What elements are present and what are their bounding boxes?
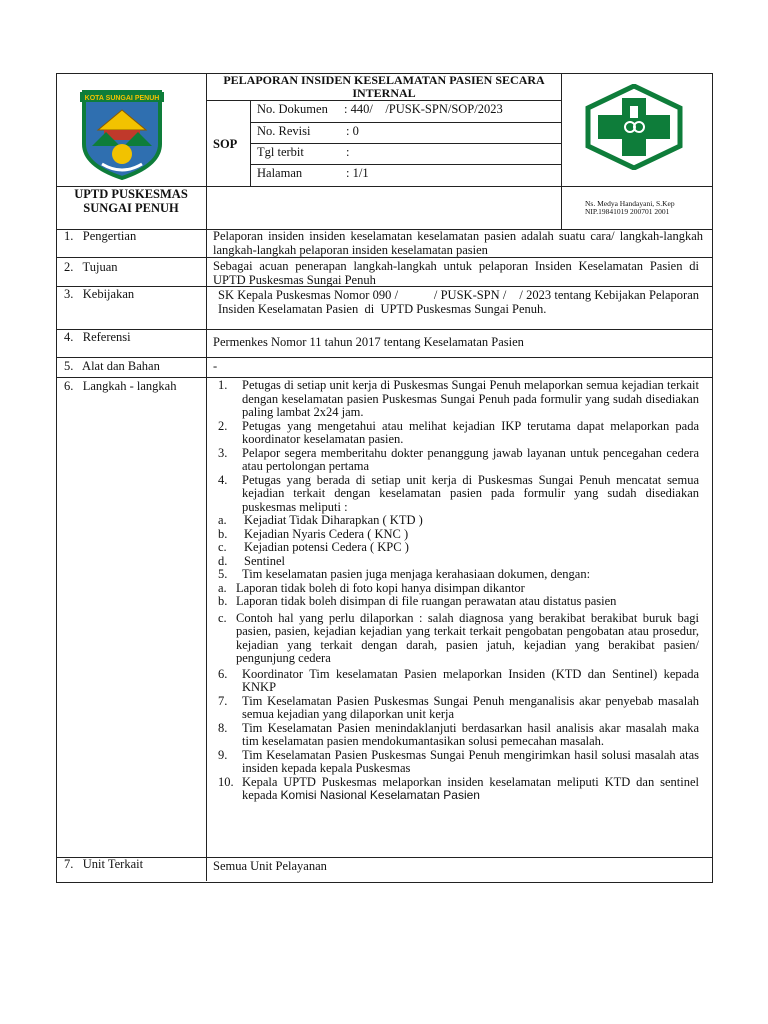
step-text: Petugas yang berada di setiap unit kerja di Puskesmas Sungai Penuh mencatat semua kejadian terkait dengan keselamatan pasien pada formulir yang sudah disediakan puskesmas meliputi : bbox=[242, 472, 699, 514]
step-5 bbox=[218, 568, 699, 582]
step-text: Kepala UPTD Puskesmas melaporkan insiden keselamatan meliputi KTD dan sentinel kepada bbox=[242, 774, 699, 802]
header-divider-1 bbox=[206, 73, 207, 881]
row-line-1 bbox=[56, 257, 713, 258]
sop-label: SOP bbox=[213, 137, 238, 151]
step-number: 5. bbox=[218, 567, 228, 581]
doc-number-label: No. Dokumen bbox=[257, 102, 328, 116]
unit-terkait-text: Semua Unit Pelayanan bbox=[213, 859, 327, 873]
revision-label: No. Revisi bbox=[257, 124, 311, 138]
sub-text: Kejadian potensi Cedera ( KPC ) bbox=[244, 540, 409, 554]
sub-letter: b. bbox=[218, 526, 228, 541]
sub-text: Kejadiat Tidak Diharapkan ( KTD ) bbox=[244, 513, 423, 527]
step-text-sans: Komisi Nasional Keselamatan Pasien bbox=[280, 788, 480, 802]
step-number: 1. bbox=[218, 378, 228, 392]
step-5-sub-c bbox=[218, 612, 699, 666]
label-alat-bahan: 5. Alat dan Bahan bbox=[64, 359, 160, 373]
label-referensi: 4. Referensi bbox=[64, 330, 131, 344]
label-pengertian: 1. Pengertian bbox=[64, 229, 137, 243]
step-6 bbox=[218, 668, 699, 695]
tujuan-text: Sebagai acuan penerapan langkah-langkah untuk pelaporan Insiden Keselamatan Pasien di UPTD Puskesmas Sungai Penuh bbox=[213, 259, 699, 287]
sub-letter: a. bbox=[218, 513, 227, 527]
sub-text: Kejadian Nyaris Cedera ( KNC ) bbox=[244, 526, 409, 541]
label-unit-terkait: 7. Unit Terkait bbox=[64, 857, 144, 871]
border-right bbox=[712, 73, 713, 883]
sub-letter: b. bbox=[218, 594, 228, 608]
sub-text: Laporan tidak boleh di foto kopi hanya disimpan dikantor bbox=[236, 580, 525, 595]
step-text: Tim Keselamatan Pasien Puskesmas Sungai Penuh menganalisis akar penyebab masalah semua kejadian yang dilaporkan unit kerja bbox=[242, 693, 699, 721]
sub-letter: c. bbox=[218, 610, 227, 625]
referensi-text: Permenkes Nomor 11 tahun 2017 tentang Keselamatan Pasien bbox=[213, 335, 524, 349]
doc-field-line-1 bbox=[250, 122, 561, 123]
step-text-10 bbox=[242, 776, 699, 803]
step-number: 8. bbox=[218, 720, 228, 735]
step-4-sub-a bbox=[218, 514, 699, 528]
step-1 bbox=[218, 379, 699, 420]
step-4-sub-b bbox=[218, 528, 699, 542]
document-title: PELAPORAN INSIDEN KESELAMATAN PASIEN SECARA INTERNAL bbox=[223, 73, 545, 100]
step-text: Koordinator Tim keselamatan Pasien melaporkan Insiden (KTD dan Sentinel) kepada KNKP bbox=[242, 666, 699, 694]
row-line-3 bbox=[56, 329, 713, 330]
pengertian-text: Pelaporan insiden insiden keselamatan keselamatan pasien adalah suatu cara/ langkah-langkah langkah-langkah pelaporan insiden keselamatan pasien bbox=[213, 229, 703, 257]
step-number: 3. bbox=[218, 445, 228, 460]
step-text: Pelapor segera memberitahu dokter penanggung jawab layanan untuk pencegahan cedera atau pertolongan pertama bbox=[242, 445, 699, 473]
sub-text: Sentinel bbox=[244, 553, 285, 568]
signatory-nip: NIP.19841019 200701 2001 bbox=[585, 207, 670, 216]
page-label: Halaman bbox=[257, 166, 303, 180]
issue-date-value: : bbox=[346, 145, 350, 159]
border-left bbox=[56, 73, 57, 883]
step-7 bbox=[218, 695, 699, 722]
kebijakan-text: SK Kepala Puskesmas Nomor 090 / / PUSK-SPN / / 2023 tentang Kebijakan Pelaporan Insiden Keselamatan Pasien di UPTD Puskesmas Sungai Penuh. bbox=[218, 288, 703, 316]
step-number: 4. bbox=[218, 472, 228, 487]
sub-letter: a. bbox=[218, 580, 227, 595]
step-number: 7. bbox=[218, 693, 228, 708]
issue-date-label: Tgl terbit bbox=[257, 145, 304, 159]
sub-text: Laporan tidak boleh disimpan di file ruangan perawatan atau distatus pasien bbox=[236, 594, 617, 608]
label-tujuan: 2. Tujuan bbox=[64, 260, 118, 274]
signatory-name: Ns. Medya Handayani, S.Kep bbox=[585, 199, 675, 208]
step-number: 10. bbox=[218, 774, 234, 789]
label-kebijakan: 3. Kebijakan bbox=[64, 287, 135, 301]
label-langkah: 6. Langkah - langkah bbox=[64, 379, 177, 393]
step-text: Tim keselamatan pasien juga menjaga kerahasiaan dokumen, dengan: bbox=[242, 567, 591, 581]
step-text: Tim Keselamatan Pasien Puskesmas Sungai Penuh mengirimkan hasil solusi masalah atas insiden kepada kepala Puskesmas bbox=[242, 747, 699, 775]
doc-field-line-3 bbox=[250, 164, 561, 165]
sub-text: Contoh hal yang perlu dilaporkan : salah diagnosa yang berakibat berakibat buruk bagi pasien, pasien, kejadian kejadian yang terkait terkait pengobatan pengobatan atau prosedur, kejadian yang terkait dengan darah, pasien jatuh, kejadian yang berakibat pasien/ pengunjung cedera bbox=[236, 610, 699, 665]
steps-list bbox=[218, 379, 699, 803]
step-9 bbox=[218, 749, 699, 776]
step-number: 2. bbox=[218, 418, 228, 433]
step-text: Petugas yang mengetahui atau melihat kejadian IKP terutama dapat melaporkan pada koordinator keselamatan pasien. bbox=[242, 418, 699, 446]
doc-field-line-2 bbox=[250, 143, 561, 144]
border-bottom bbox=[56, 882, 713, 883]
step-4-sub-c bbox=[218, 541, 699, 555]
step-number: 9. bbox=[218, 747, 228, 762]
step-10 bbox=[218, 776, 699, 803]
step-text: Tim Keselamatan Pasien menindaklanjuti berdasarkan hasil analisis akar masalah maka tim keselamatan pasien mendokumantasikan solusi pemecahan masalah. bbox=[242, 720, 699, 748]
header-divider-2 bbox=[561, 73, 562, 229]
step-text: Petugas di setiap unit kerja di Puskesmas Sungai Penuh melaporkan semua kejadian terkait dengan keselamatan pasien Puskesmas Sungai Penuh pada formulir yang sudah disediakan paling lambat 2x24 jam. bbox=[242, 378, 699, 419]
step-2 bbox=[218, 420, 699, 447]
city-logo bbox=[76, 84, 168, 180]
step-8 bbox=[218, 722, 699, 749]
step-5-sub-b bbox=[218, 595, 699, 609]
step-4-sub-d bbox=[218, 555, 699, 569]
revision-value: : 0 bbox=[346, 124, 359, 138]
alat-bahan-text: - bbox=[213, 359, 218, 373]
step-number: 6. bbox=[218, 666, 228, 681]
puskesmas-logo bbox=[584, 84, 684, 170]
step-5-sub-a bbox=[218, 582, 699, 596]
step-3 bbox=[218, 447, 699, 474]
sub-letter: d. bbox=[218, 553, 228, 568]
header-title-bottom bbox=[206, 100, 561, 101]
doc-number-value: : 440/ /PUSK-SPN/SOP/2023 bbox=[344, 102, 503, 116]
page-value: : 1/1 bbox=[346, 166, 369, 180]
sub-letter: c. bbox=[218, 540, 227, 554]
institution-name: UPTD PUSKESMAS SUNGAI PENUH bbox=[74, 187, 188, 215]
step-4 bbox=[218, 474, 699, 515]
city-logo-banner: KOTA SUNGAI PENUH bbox=[84, 95, 160, 102]
row-line-6 bbox=[56, 857, 713, 858]
row-line-4 bbox=[56, 357, 713, 358]
